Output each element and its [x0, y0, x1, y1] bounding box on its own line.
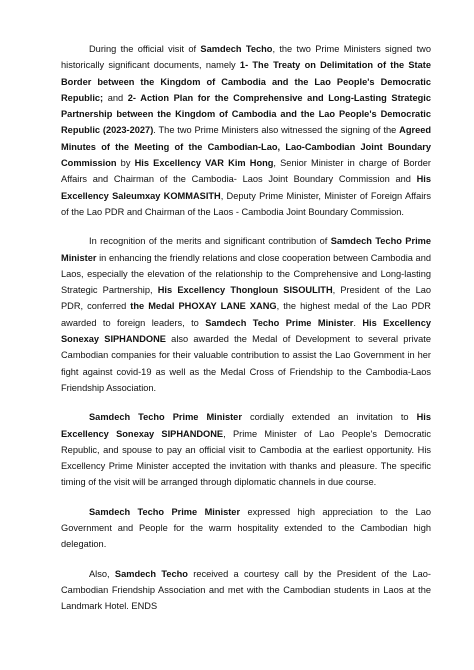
- text-segment: , Prime Minister of Lao People's Democratic Republic, and spouse to pay an official visit to Cambodia at the earliest opportunity. His Excellency Prime Minister accepted the invitation with thanks and pleasure. The specific timing of the visit will be arranged through diplomatic channels in due course.: [61, 428, 431, 488]
- bold-text-segment: His Excellency Saleumxay KOMMASITH: [61, 174, 431, 201]
- text-segment: Also,: [89, 568, 115, 579]
- paragraph-appreciation: [61, 504, 431, 553]
- text-segment: .: [353, 317, 363, 328]
- bold-text-segment: Samdech Techo Prime Minister: [89, 412, 242, 423]
- bold-text-segment: 1- The Treaty on Delimitation of the State Border between the Kingdom of Cambodia and the Lao People's Democratic Republic;: [61, 60, 431, 103]
- bold-text-segment: His Excellency VAR Kim Hong: [134, 158, 274, 169]
- text-segment: received a courtesy call by the President of the Lao-Cambodian Friendship Association and met with the Cambodian students in Laos at the Landmark Hotel. ENDS: [61, 568, 431, 612]
- text-segment: , the highest medal of the Lao PDR awarded to foreign leaders, to: [61, 301, 431, 328]
- paragraph-courtesy-call: [61, 566, 431, 615]
- bold-text-segment: Samdech Techo Prime Minister: [89, 506, 241, 517]
- bold-text-segment: His Excellency Thongloun SISOULITH: [157, 285, 333, 296]
- text-segment: cordially extended an invitation to: [241, 412, 417, 423]
- bold-text-segment: Samdech Techo: [200, 44, 273, 54]
- paragraph-medal-recognition: [61, 233, 431, 396]
- text-segment: also awarded the Medal of Development to several private Cambodian companies for their valuable contribution to assist the Lao Government in her fight against covid-19 as well as the Medal Cross of Friendship to the Cambodia-Laos Friendship Association.: [61, 334, 431, 393]
- text-segment: expressed high appreciation to the Lao Government and People for the warm hospitality extended to the Cambodian high delegation.: [61, 506, 431, 550]
- text-segment: in enhancing the friendly relations and close cooperation between Cambodia and Laos, especially the elevation of the relationship to the Comprehensive and Long-lasting Strategic Partnership,: [61, 252, 431, 296]
- text-segment: , the two Prime Ministers signed two historically significant documents, namely: [61, 44, 431, 71]
- bold-text-segment: 2- Action Plan for the Comprehensive and Long-Lasting Strategic Partnership between the Kingdom of Cambodia and the Lao People's Democratic Republic (2023-2027): [61, 92, 431, 136]
- text-segment: , President of the Lao PDR, conferred: [61, 285, 432, 312]
- text-segment: During the official visit of: [89, 44, 201, 54]
- bold-text-segment: His Excellency Sonexay SIPHANDONE: [61, 412, 431, 439]
- bold-text-segment: Agreed Minutes of the Meeting of the Cambodian-Lao, Lao-Cambodian Joint Boundary Commission: [61, 125, 432, 169]
- text-segment: and: [103, 92, 128, 103]
- bold-text-segment: Samdech Techo Prime Minister: [205, 317, 354, 328]
- text-segment: , Senior Minister in charge of Border Affairs and Chairman of the Cambodia- Laos Joint Boundary Commission and: [61, 158, 431, 185]
- bold-text-segment: Samdech Techo Prime Minister: [61, 236, 432, 263]
- bold-text-segment: Samdech Techo: [114, 568, 188, 579]
- text-segment: . The two Prime Ministers also witnessed the signing of the: [153, 125, 400, 136]
- text-segment: by: [116, 158, 135, 169]
- paragraph-signed-documents: [61, 41, 431, 220]
- bold-text-segment: the Medal PHOXAY LANE XANG: [130, 301, 277, 312]
- paragraph-invitation: [61, 409, 431, 490]
- bold-text-segment: His Excellency Sonexay SIPHANDONE: [61, 317, 431, 345]
- text-segment: In recognition of the merits and significant contribution of: [89, 236, 331, 247]
- text-segment: , Deputy Prime Minister, Minister of Foreign Affairs of the Lao PDR and Chairman of the Laos - Cambodia Joint Boundary Commission.: [61, 190, 431, 217]
